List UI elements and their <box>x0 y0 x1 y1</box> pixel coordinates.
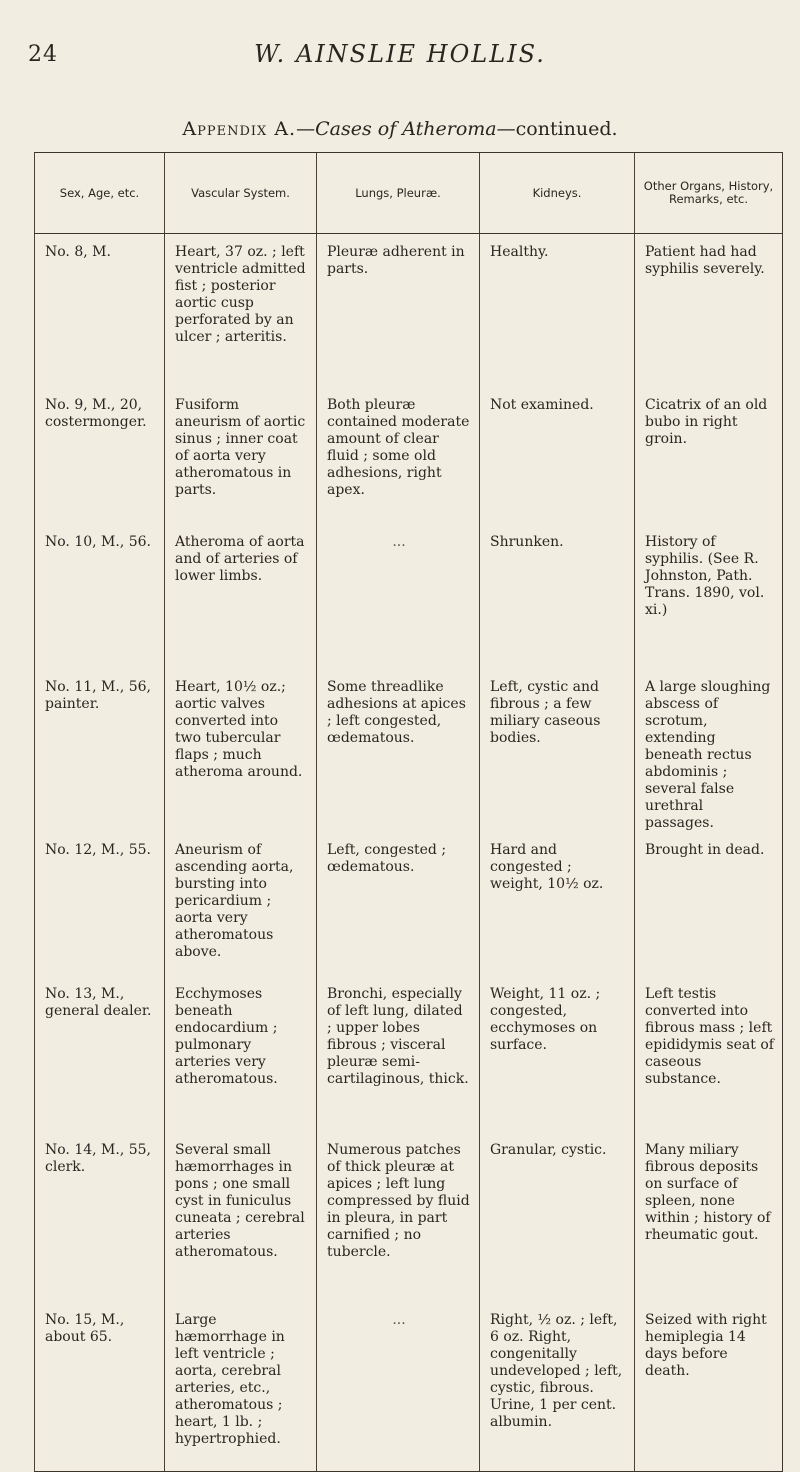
caption-dash: — <box>296 118 316 140</box>
caption-suffix: —continued. <box>496 118 618 140</box>
cell-lungs: Some threadlike adhesions at apices ; left congested, œdematous. <box>317 669 480 832</box>
table-row <box>35 234 783 387</box>
cell-sex-age: No. 10, M., 56. <box>35 524 165 669</box>
table-row <box>35 387 783 524</box>
cell-vascular: Heart, 37 oz. ; left ventricle admitted fist ; posterior aortic cusp perforated by an ulcer ; arteritis. <box>165 234 317 387</box>
cell-sex-age: No. 15, M., about 65. <box>35 1302 165 1472</box>
cell-kidneys: Left, cystic and fibrous ; a few miliary caseous bodies. <box>480 669 635 832</box>
cell-lungs: Left, congested ; œdematous. <box>317 832 480 976</box>
cell-kidneys: Hard and congested ; weight, 10½ oz. <box>480 832 635 976</box>
header-other: Other Organs, History, Remarks, etc. <box>635 153 783 234</box>
table-body <box>35 234 783 1472</box>
cases-table <box>34 152 783 1472</box>
cell-lungs: ... <box>317 1302 480 1472</box>
header-row <box>35 153 783 234</box>
table-row <box>35 1132 783 1302</box>
header-kidneys: Kidneys. <box>480 153 635 234</box>
cell-kidneys: Right, ½ oz. ; left, 6 oz. Right, congenitally undeveloped ; left, cystic, fibrous. Urine, 1 per cent. albumin. <box>480 1302 635 1472</box>
cell-vascular: Heart, 10½ oz.; aortic valves converted into two tubercular flaps ; much atheroma around. <box>165 669 317 832</box>
cell-other: Left testis converted into fibrous mass ; left epididymis seat of caseous substance. <box>635 976 783 1132</box>
cell-sex-age: No. 12, M., 55. <box>35 832 165 976</box>
running-head: W. AINSLIE HOLLIS. <box>254 40 546 68</box>
cell-other: History of syphilis. (See R. Johnston, Path. Trans. 1890, vol. xi.) <box>635 524 783 669</box>
cell-kidneys: Healthy. <box>480 234 635 387</box>
table-row <box>35 524 783 669</box>
cell-sex-age: No. 11, M., 56, painter. <box>35 669 165 832</box>
cell-vascular: Large hæmorrhage in left ventricle ; aorta, cerebral arteries, etc., atheromatous ; heart, 1 lb. ; hypertrophied. <box>165 1302 317 1472</box>
cell-other: Patient had had syphilis severely. <box>635 234 783 387</box>
cell-lungs: Pleuræ adherent in parts. <box>317 234 480 387</box>
page-number: 24 <box>28 42 58 67</box>
header-sex-age: Sex, Age, etc. <box>35 153 165 234</box>
cell-lungs: ... <box>317 524 480 669</box>
cell-kidneys: Not examined. <box>480 387 635 524</box>
table-header <box>35 153 783 234</box>
cell-kidneys: Shrunken. <box>480 524 635 669</box>
cell-vascular: Several small hæmorrhages in pons ; one small cyst in funiculus cuneata ; cerebral arteries atheromatous. <box>165 1132 317 1302</box>
table-row <box>35 976 783 1132</box>
caption-title: Cases of Atheroma <box>315 118 497 140</box>
cell-vascular: Aneurism of ascending aorta, bursting into pericardium ; aorta very atheromatous above. <box>165 832 317 976</box>
table-row <box>35 669 783 832</box>
cell-kidneys: Granular, cystic. <box>480 1132 635 1302</box>
cell-other: Many miliary fibrous deposits on surface of spleen, none within ; history of rheumatic gout. <box>635 1132 783 1302</box>
cell-other: Brought in dead. <box>635 832 783 976</box>
cell-other: A large sloughing abscess of scrotum, extending beneath rectus abdominis ; several false urethral passages. <box>635 669 783 832</box>
cell-sex-age: No. 8, M. <box>35 234 165 387</box>
cell-other: Cicatrix of an old bubo in right groin. <box>635 387 783 524</box>
table-row <box>35 1302 783 1472</box>
header-lungs: Lungs, Pleuræ. <box>317 153 480 234</box>
cell-lungs: Bronchi, especially of left lung, dilated ; upper lobes fibrous ; visceral pleuræ semi-cartilaginous, thick. <box>317 976 480 1132</box>
cell-lungs: Numerous patches of thick pleuræ at apices ; left lung compressed by fluid in pleura, in part carnified ; no tubercle. <box>317 1132 480 1302</box>
cell-kidneys: Weight, 11 oz. ; congested, ecchymoses on surface. <box>480 976 635 1132</box>
caption-prefix: Appendix A. <box>182 118 297 140</box>
cell-sex-age: No. 9, M., 20, costermonger. <box>35 387 165 524</box>
table-row <box>35 832 783 976</box>
cell-vascular: Atheroma of aorta and of arteries of lower limbs. <box>165 524 317 669</box>
table-caption <box>0 118 800 140</box>
header-vascular: Vascular System. <box>165 153 317 234</box>
cell-sex-age: No. 13, M., general dealer. <box>35 976 165 1132</box>
cell-lungs: Both pleuræ contained moderate amount of clear fluid ; some old adhesions, right apex. <box>317 387 480 524</box>
cell-sex-age: No. 14, M., 55, clerk. <box>35 1132 165 1302</box>
cell-other: Seized with right hemiplegia 14 days before death. <box>635 1302 783 1472</box>
cell-vascular: Fusiform aneurism of aortic sinus ; inner coat of aorta very atheromatous in parts. <box>165 387 317 524</box>
cell-vascular: Ecchymoses beneath endocardium ; pulmonary arteries very atheromatous. <box>165 976 317 1132</box>
